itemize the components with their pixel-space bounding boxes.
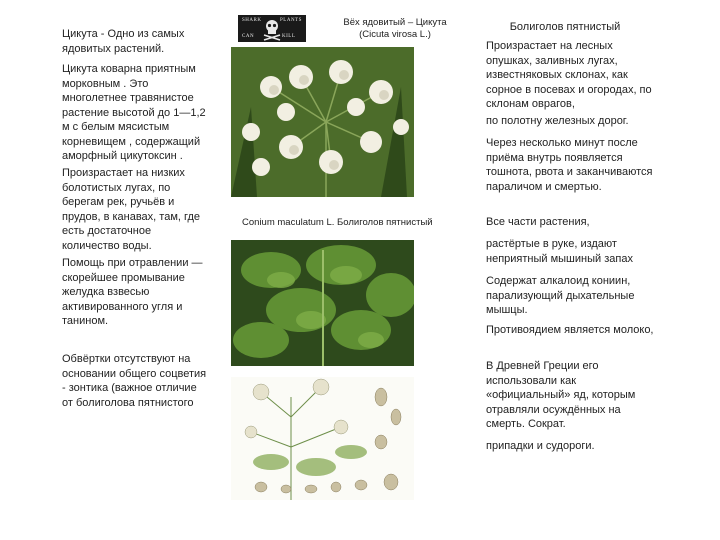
caption-cicuta: Вёх ядовитый – Цикута (Cicuta virosa L.) <box>343 17 447 40</box>
left-paragraph-3: Произрастает на низких болотистых лугах, по берегам рек, ручьёв и прудов, в канавах, там, где есть достаточное количество воды. <box>62 167 201 252</box>
right-paragraph-1: Произрастает на лесных опушках, заливных лугах, известняковых склонах, как сорное в посевах и огородах, по склонам оврагов, <box>486 40 652 110</box>
badge-text-bottom-right: KILL <box>282 34 296 39</box>
skull-icon <box>238 15 306 42</box>
illustration-hemlock-botanical <box>231 377 414 500</box>
left-paragraph-1: Цикута - Одно из самых ядовитых растений. <box>62 28 185 55</box>
right-paragraph-8: В Древней Греции его использовали как «официальный» яд, которым отравляли осуждённых на смерть. Сократ. <box>486 360 636 430</box>
skull-badge-logo <box>238 15 306 42</box>
right-paragraph-4: Все части растения, <box>486 216 590 228</box>
right-paragraph-9: припадки и судороги. <box>486 440 595 452</box>
badge-text-top-left: SHARK <box>242 18 262 23</box>
left-paragraph-4: Помощь при отравлении — скорейшее промывание желудка взвесью активированного угля и танином. <box>62 257 203 327</box>
right-title: Болиголов пятнистый <box>509 21 621 33</box>
badge-text-bottom-left: CAN <box>242 34 255 39</box>
right-paragraph-3: Через несколько минут после приёма внутрь появляется тошнота, рвота и заканчиваются параличом и смертью. <box>486 137 653 193</box>
right-paragraph-7: Противоядием является молоко, <box>486 324 654 336</box>
caption-conium: Conium maculatum L. Болиголов пятнистый <box>242 217 433 228</box>
left-paragraph-5: Обвёртки отсутствуют на основании общего соцветия - зонтика (важное отличие от болиголова пятнистого <box>62 353 207 409</box>
photo-cicuta-virosa <box>231 47 414 197</box>
photo-conium-maculatum <box>231 240 414 366</box>
right-paragraph-2: по полотну железных дорог. <box>486 115 629 127</box>
left-paragraph-2: Цикута коварна приятным морковным . Это многолетнее травянистое растение высотой до 1—1,2 м с белым мясистым корневищем , содержащий аморфный цикутоксин . <box>62 63 206 162</box>
right-paragraph-5: растёртые в руке, издают неприятный мышиный запах <box>486 238 633 265</box>
right-paragraph-6: Содержат алкалоид кониин, парализующий дыхательные мышцы. <box>486 275 635 316</box>
badge-text-top-right: PLANTS <box>280 18 302 23</box>
